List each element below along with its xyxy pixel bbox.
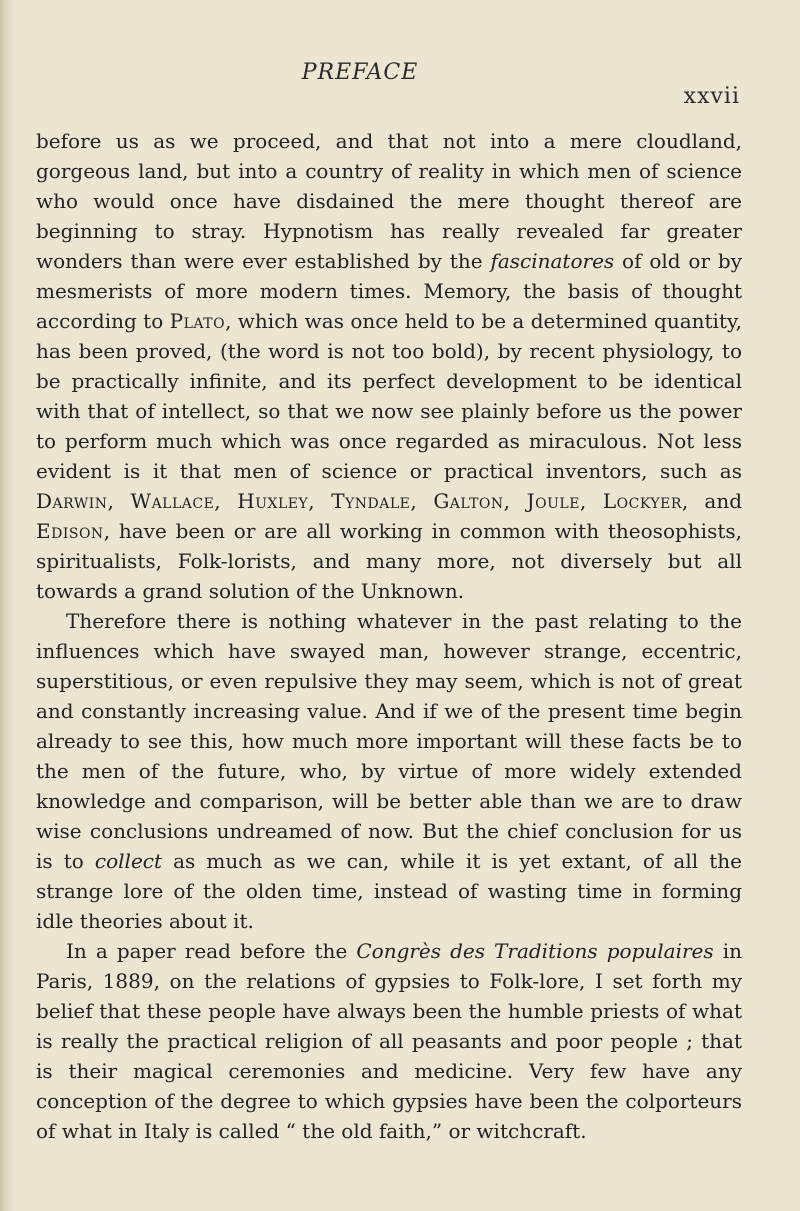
text-run: Therefore there is nothing whatever in the past relating to the influences which have swayed man, however strange, eccentric, superstitious, or even repulsive they may seem, which is not of great and constantly increasing value. And if we of the present time begin already to see this, how much more important will these facts be to the men of the future, who, by virtue of more widely extended knowledge and comparison, will be better able than we are to draw wise conclusions undreamed of now. But the chief conclusion for us is to: [36, 609, 742, 873]
page-binding-shadow: [0, 0, 14, 1211]
text-run: of old or by mesmerists of more modern times. Memory, the basis of thought according to: [36, 249, 742, 333]
italic-term: collect: [94, 849, 163, 873]
name-smallcaps: Edison: [36, 519, 104, 543]
text-run: In a paper read before the: [66, 939, 357, 963]
text-run: and: [688, 489, 743, 513]
page-number: xxvii: [683, 84, 740, 109]
paragraph-1: [36, 126, 742, 606]
italic-title: Congrès des Traditions populaires: [356, 939, 714, 963]
paragraph-2: [36, 606, 742, 936]
names-smallcaps: Darwin, Wallace, Huxley, Tyndale, Galton, Joule, Lockyer,: [36, 489, 689, 513]
body-text: [36, 126, 742, 1146]
running-header: PREFACE: [301, 60, 419, 85]
text-run: as much as we can, while it is yet extant, of all the strange lore of the olden time, instead of wasting time in forming idle theories about it.: [36, 849, 742, 933]
italic-term: fascinatores: [490, 249, 615, 273]
text-run: , which was once held to be a determined quantity, has been proved, (the word is not too bold), by recent physiology, to be practically infinite, and its perfect development to be identical with that of intellect, so that we now see plainly before us the power to perform much which was once regarded as miraculous. Not less evident is it that men of science or practical inventors, such as: [36, 309, 742, 483]
text-run: in Paris, 1889, on the relations of gypsies to Folk-lore, I set forth my belief that these people have always been the humble priests of what is really the practical religion of all peasants and poor people ; that is their magical ceremonies and medicine. Very few have any conception of the degree to which gypsies have been the colporteurs of what in Italy is called “ the old faith,” or witchcraft.: [36, 939, 742, 1143]
paragraph-3: [36, 936, 742, 1146]
name-smallcaps: Plato: [169, 309, 226, 333]
text-run: before us as we proceed, and that not into a mere cloudland, gorgeous land, but into a country of reality in which men of science who would once have disdained the mere thought thereof are beginning to stray. Hypnotism has really revealed far greater wonders than were ever established by the: [36, 129, 742, 273]
text-run: , have been or are all working in common with theosophists, spiritualists, Folk-lorists, and many more, not diversely but all towards a grand solution of the Unknown.: [36, 519, 742, 603]
